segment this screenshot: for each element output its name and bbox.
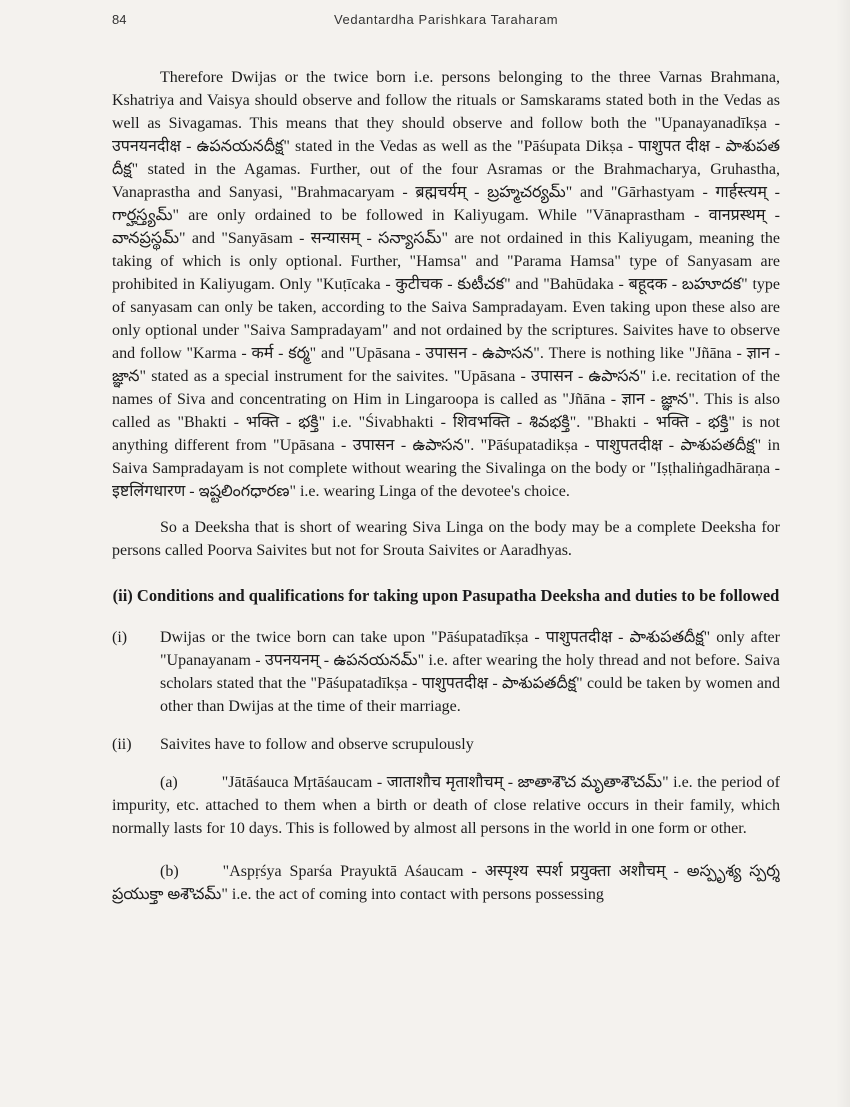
item-text: Dwijas or the twice born can take upon "Pāśupatadīkṣa - पाशुपतदीक्ष - పాశుపతదీక్ష" only after "Upanayanam - उपनयनम् - ఉపనయనమ్" i.e. after wearing the holy thread and not before. Saiva scholars stated that the "Pāśupatadīkṣa - पाशुपतदीक्ष - పాశుపతదీక్ష" could be taken by women and other than Dwijas at the time of their marriage.	[160, 629, 780, 715]
running-header	[112, 12, 810, 30]
list-item	[112, 733, 780, 756]
sub-item	[112, 860, 780, 906]
item-number: (ii)	[112, 736, 132, 753]
paragraph-dwijas-rituals: Therefore Dwijas or the twice born i.e. persons belonging to the three Varnas Brahmana, Kshatriya and Vaisya should observe and follow the rituals or Samskarams stated both in the Vedas as well as Sivagamas. This means that they should observe and follow both the "Upanayanadīkṣa - उपनयनदीक्ष - ఉపనయనదీక్ష" stated in the Vedas as well as the "Pāśupata Dikṣa - पाशुपत दीक्ष - పాశుపత దీక్ష" stated in the Agamas. Further, out of the four Asramas or the Brahmacharya, Gruhastha, Vanaprastha and Sanyasi, "Brahmacaryam - ब्रह्मचर्यम् - బ్రహ్మచర్యమ్" and "Gārhastyam - गार्हस्त्यम् - గార్హస్త్యమ్" are only ordained to be followed in Kaliyugam. While "Vānaprastham - वानप्रस्थम् - వానప్రస్థమ్" and "Sanyāsam - सन्यासम् - సన్యాసమ్" are not ordained in this Kaliyugam, meaning the taking of which is only optional. Further, "Hamsa" and "Parama Hamsa" type of Sanyasam are prohibited in Kaliyugam. Only "Kuṭīcaka - कुटीचक - కుటీచక" and "Bahūdaka - बहूदक - బహూదక" type of sanyasam can only be taken, according to the Saiva Sampradayam. Even taking upon these also are only optional under "Saiva Sampradayam" and not ordained by the scriptures. Saivites have to observe and follow "Karma - कर्म - కర్మ" and "Upāsana - उपासन - ఉపాసన". There is nothing like "Jñāna - ज्ञान - జ్ఞాన" stated as a special instrument for the saivites. "Upāsana - उपासन - ఉపాసన" i.e. recitation of the names of Siva and concentrating on Him in Lingaroopa is called as "Jñāna - ज्ञान - జ్ఞాన". This is also called as "Bhakti - भक्ति - భక్తి" i.e. "Śivabhakti - शिवभक्ति - శివభక్తి". "Bhakti - भक्ति - భక్తి" is not anything different from "Upāsana - उपासन - ఉపాసన". "Pāśupatadikṣa - पाशुपतदीक्ष - పాశుపతదీక్ష" in Saiva Sampradayam is not complete without wearing the Sivalinga on the body or "Iṣṭhaliṅgadhāraṇa - इष्टलिंगधारण - ఇష్టలింగధారణ" i.e. wearing Linga of the devotee's choice.	[112, 69, 780, 500]
sub-item-mark: (a)	[160, 774, 178, 791]
sub-item-text: "Jātāśauca Mṛtāśaucam - जाताशौच मृताशौचम् - జాతాశౌచ మృతాశౌచమ్" i.e. the period of impurity, etc. attached to them when a birth or death of close relative occurs in their family, which normally lasts for 10 days. This is followed by almost all persons in the world in one form or other.	[112, 774, 780, 837]
sub-item-mark: (b)	[160, 863, 179, 880]
paragraph-deeksha-note: So a Deeksha that is short of wearing Siva Linga on the body may be a complete Deeksha for persons called Poorva Saivites but not for Srouta Saivites or Aaradhyas.	[112, 519, 780, 559]
section-heading: (ii) Conditions and qualifications for taking upon Pasupatha Deeksha and duties to be followed	[112, 586, 780, 605]
page-number: 84	[112, 12, 127, 27]
scan-edge-shadow	[836, 0, 850, 1107]
item-text: Saivites have to follow and observe scrupulously	[160, 736, 474, 753]
sub-item-text: "Aspṛśya Sparśa Prayuktā Aśaucam - अस्पृश्य स्पर्श प्रयुक्ता अशौचम् - అస్పృశ్య స్పర్శ ప్రయుక్తా అశౌచమ్" i.e. the act of coming into contact with persons possessing	[112, 863, 780, 903]
item-number: (i)	[112, 629, 128, 646]
page-body	[112, 66, 780, 906]
sub-item	[112, 771, 780, 840]
book-title: Vedantardha Parishkara Taraharam	[334, 12, 559, 27]
list-item	[112, 626, 780, 718]
